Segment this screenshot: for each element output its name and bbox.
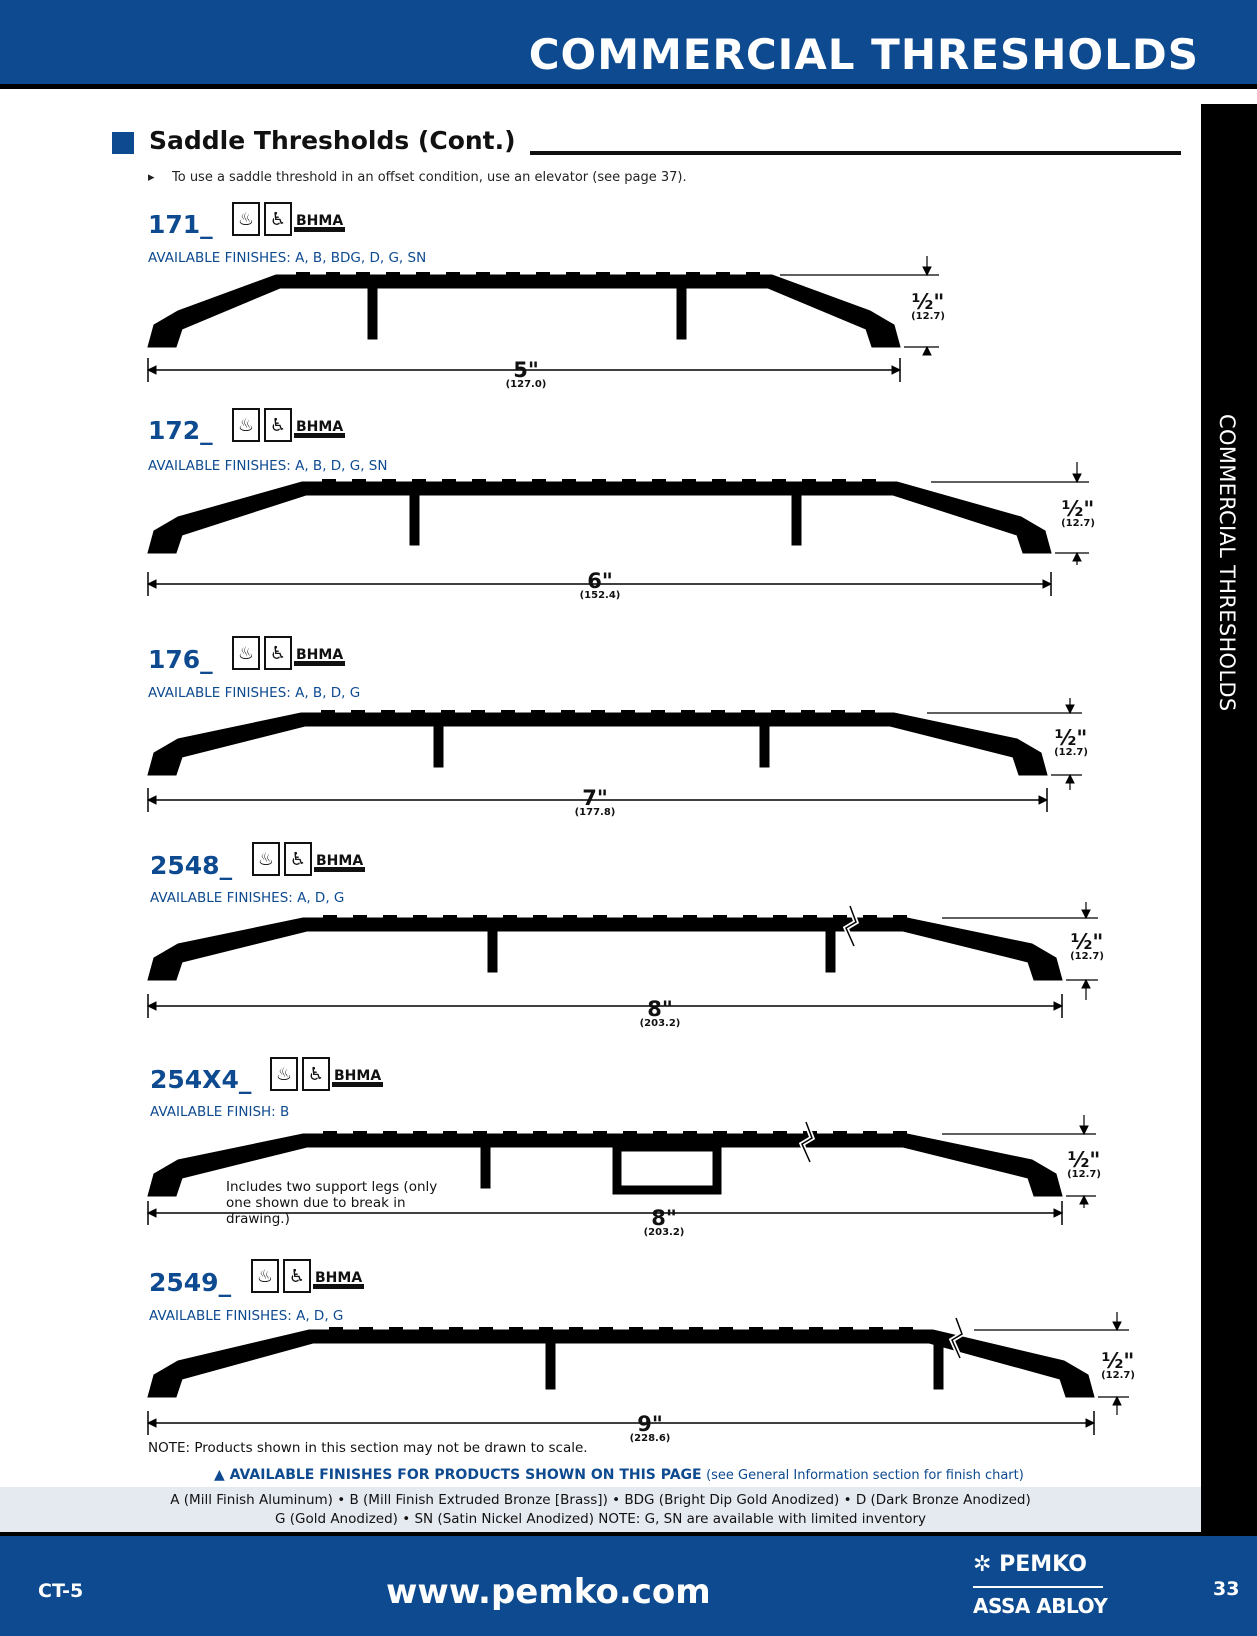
scale-note: NOTE: Products shown in this section may not be drawn to scale.	[148, 1440, 588, 1456]
fire-rating-icon: ♨	[270, 1057, 298, 1091]
product-code-172: 172_	[148, 416, 213, 445]
bhma-logo: BHMA	[313, 1271, 364, 1289]
serration	[476, 272, 490, 275]
serration	[749, 1327, 763, 1330]
finish-legend	[0, 1487, 1201, 1532]
dimension-arrow-right	[1054, 1209, 1062, 1217]
serration	[449, 1327, 463, 1330]
bullet-text: To use a saddle threshold in an offset condition, use an elevator (see page 37).	[172, 170, 687, 185]
serration	[566, 272, 580, 275]
dimension-arrow-right	[1043, 580, 1051, 588]
serration	[683, 1131, 697, 1134]
serration	[446, 272, 460, 275]
serration	[539, 1327, 553, 1330]
threshold-profile-3	[148, 918, 1062, 980]
threshold-profile-1	[148, 482, 1051, 553]
serration	[622, 479, 636, 482]
height-arrow-top	[1080, 1126, 1088, 1134]
serration	[321, 710, 335, 713]
support-leg	[760, 726, 769, 767]
serration	[656, 272, 670, 275]
serration	[383, 915, 397, 918]
product-finishes-2548: AVAILABLE FINISHES: A, D, G	[150, 890, 345, 906]
serration	[533, 1131, 547, 1134]
product-code-254x4: 254X4_	[150, 1065, 252, 1094]
serration	[773, 915, 787, 918]
serration	[869, 1327, 883, 1330]
serration	[862, 479, 876, 482]
serration	[381, 710, 395, 713]
serration	[801, 710, 815, 713]
triangle-icon: ▲	[214, 1467, 230, 1483]
dimension-arrow-left	[148, 1002, 156, 1010]
serration	[502, 479, 516, 482]
serration	[772, 479, 786, 482]
height-arrow-bottom	[1080, 1196, 1088, 1204]
serration	[323, 915, 337, 918]
serration	[352, 479, 366, 482]
serration	[651, 710, 665, 713]
product-finishes-171: AVAILABLE FINISHES: A, B, BDG, D, G, SN	[148, 250, 427, 266]
product-code-171: 171_	[148, 210, 213, 239]
bullet-icon: ▸	[148, 170, 155, 185]
serration	[719, 1327, 733, 1330]
width-dimension-2549: 9" (228.6)	[629, 1412, 671, 1444]
product-finishes-2549: AVAILABLE FINISHES: A, D, G	[149, 1308, 344, 1324]
serration	[503, 1131, 517, 1134]
support-leg	[434, 726, 443, 767]
serration	[863, 915, 877, 918]
height-dimension-2548: ½" (12.7)	[1070, 930, 1104, 962]
serration	[386, 272, 400, 275]
fire-rating-icon: ♨	[232, 408, 260, 442]
serration	[803, 915, 817, 918]
bhma-logo: BHMA	[332, 1069, 383, 1087]
product-code-2548: 2548_	[150, 851, 233, 880]
serration	[382, 479, 396, 482]
serration	[831, 710, 845, 713]
serration	[629, 1327, 643, 1330]
serration	[893, 915, 907, 918]
support-leg	[934, 1343, 943, 1389]
height-arrow-bottom	[1113, 1397, 1121, 1405]
serration	[473, 915, 487, 918]
serration	[473, 1131, 487, 1134]
serration	[621, 710, 635, 713]
threshold-profile-2	[148, 713, 1047, 775]
threshold-profile-0	[148, 275, 900, 347]
serration	[353, 915, 367, 918]
serration	[596, 272, 610, 275]
serration	[412, 479, 426, 482]
bhma-logo: BHMA	[314, 854, 365, 872]
serration	[419, 1327, 433, 1330]
serration	[531, 710, 545, 713]
dimension-arrow-left	[148, 1419, 156, 1427]
serration	[746, 272, 760, 275]
serration	[653, 1131, 667, 1134]
serration	[833, 1131, 847, 1134]
serration	[329, 1327, 343, 1330]
height-arrow-bottom	[1082, 980, 1090, 988]
section-code: CT-5	[38, 1580, 84, 1602]
bhma-logo: BHMA	[294, 214, 345, 232]
serration	[809, 1327, 823, 1330]
serration	[593, 1131, 607, 1134]
width-dimension-254x4: 8" (203.2)	[643, 1206, 685, 1238]
serration	[501, 710, 515, 713]
serration	[562, 479, 576, 482]
serration	[893, 1131, 907, 1134]
product-code-2549: 2549_	[149, 1268, 232, 1297]
serration	[509, 1327, 523, 1330]
product-finishes-172: AVAILABLE FINISHES: A, B, D, G, SN	[148, 458, 388, 474]
width-dimension-176: 7" (177.8)	[574, 786, 616, 818]
serration	[771, 710, 785, 713]
product-finishes-254x4: AVAILABLE FINISH: B	[150, 1104, 290, 1120]
serration	[323, 1131, 337, 1134]
serration	[839, 1327, 853, 1330]
logo-divider	[973, 1586, 1103, 1588]
serration	[413, 915, 427, 918]
serration	[659, 1327, 673, 1330]
available-finishes-heading	[214, 1467, 1024, 1483]
serration	[383, 1131, 397, 1134]
serration	[442, 479, 456, 482]
height-arrow-top	[923, 267, 931, 275]
page-header-title: COMMERCIAL THRESHOLDS	[528, 30, 1199, 79]
fire-rating-icon: ♨	[232, 636, 260, 670]
bhma-logo: BHMA	[294, 648, 345, 666]
serration	[441, 710, 455, 713]
serration	[599, 1327, 613, 1330]
serration	[712, 479, 726, 482]
height-arrow-bottom	[923, 347, 931, 355]
dimension-arrow-right	[892, 366, 900, 374]
serration	[653, 915, 667, 918]
serration	[689, 1327, 703, 1330]
wheelchair-accessible-icon: ♿	[264, 636, 292, 670]
page-number: 33	[1213, 1578, 1240, 1600]
wheelchair-accessible-icon: ♿	[264, 202, 292, 236]
serration	[389, 1327, 403, 1330]
height-dimension-254x4: ½" (12.7)	[1067, 1148, 1101, 1180]
height-dimension-171: ½" (12.7)	[911, 290, 945, 322]
serration	[296, 272, 310, 275]
serration	[443, 915, 457, 918]
available-finishes-title: AVAILABLE FINISHES FOR PRODUCTS SHOWN ON THIS PAGE	[229, 1467, 702, 1483]
wheelchair-accessible-icon: ♿	[284, 842, 312, 876]
fire-rating-icon: ♨	[252, 842, 280, 876]
serration	[743, 1131, 757, 1134]
serration	[802, 479, 816, 482]
height-dimension-2549: ½" (12.7)	[1101, 1349, 1135, 1381]
serration	[743, 915, 757, 918]
serration	[356, 272, 370, 275]
width-dimension-172: 6" (152.4)	[579, 569, 621, 601]
dimension-arrow-left	[148, 366, 156, 374]
serration	[773, 1131, 787, 1134]
footer-bar	[0, 1532, 1257, 1636]
support-leg	[481, 1147, 490, 1188]
finish-legend-line1: A (Mill Finish Aluminum) • B (Mill Finish Extruded Bronze [Brass]) • BDG (Bright Dip Gold Anodized) • D (Dark Bronze Anodized)	[170, 1492, 1031, 1508]
serration	[353, 1131, 367, 1134]
website-link[interactable]: www.pemko.com	[386, 1572, 711, 1612]
serration	[443, 1131, 457, 1134]
serration	[563, 915, 577, 918]
dimension-arrow-left	[148, 1209, 156, 1217]
serration	[593, 915, 607, 918]
serration	[652, 479, 666, 482]
serration	[741, 710, 755, 713]
serration	[322, 479, 336, 482]
pemko-star-icon: ✲	[973, 1552, 1000, 1577]
serration	[569, 1327, 583, 1330]
wheelchair-accessible-icon: ♿	[264, 408, 292, 442]
height-arrow-bottom	[1066, 775, 1074, 783]
dimension-arrow-left	[148, 580, 156, 588]
support-leg	[368, 288, 377, 339]
dimension-arrow-right	[1086, 1419, 1094, 1427]
serration	[681, 710, 695, 713]
serration	[479, 1327, 493, 1330]
serration	[623, 1131, 637, 1134]
serration	[711, 710, 725, 713]
serration	[626, 272, 640, 275]
height-arrow-top	[1113, 1322, 1121, 1330]
serration	[326, 272, 340, 275]
wheelchair-accessible-icon: ♿	[302, 1057, 330, 1091]
serration	[682, 479, 696, 482]
product-code-176: 176_	[148, 645, 213, 674]
support-leg	[826, 931, 835, 972]
serration	[413, 1131, 427, 1134]
support-leg	[488, 931, 497, 972]
serration	[592, 479, 606, 482]
serration	[532, 479, 546, 482]
height-dimension-176: ½" (12.7)	[1054, 726, 1088, 758]
fire-rating-icon: ♨	[251, 1259, 279, 1293]
height-arrow-bottom	[1073, 553, 1081, 561]
serration	[351, 710, 365, 713]
support-leg	[410, 495, 419, 545]
serration	[416, 272, 430, 275]
serration	[506, 272, 520, 275]
serration	[561, 710, 575, 713]
pemko-logo: ✲ PEMKO	[973, 1552, 1087, 1577]
height-arrow-top	[1073, 474, 1081, 482]
support-leg	[792, 495, 801, 545]
serration	[359, 1327, 373, 1330]
bhma-logo: BHMA	[294, 420, 345, 438]
channel-box	[617, 1147, 717, 1190]
serration	[623, 915, 637, 918]
serration	[471, 710, 485, 713]
finish-legend-line2: G (Gold Anodized) • SN (Satin Nickel Anodized) NOTE: G, SN are available with limited inventory	[274, 1511, 927, 1527]
dimension-arrow-left	[148, 796, 156, 804]
height-dimension-172: ½" (12.7)	[1061, 497, 1095, 529]
product-finishes-176: AVAILABLE FINISHES: A, B, D, G	[148, 685, 361, 701]
serration	[533, 915, 547, 918]
height-arrow-top	[1082, 910, 1090, 918]
wheelchair-accessible-icon: ♿	[283, 1259, 311, 1293]
serration	[863, 1131, 877, 1134]
serration	[742, 479, 756, 482]
serration	[716, 272, 730, 275]
fire-rating-icon: ♨	[232, 202, 260, 236]
serration	[833, 915, 847, 918]
serration	[563, 1131, 577, 1134]
support-leg	[546, 1343, 555, 1389]
height-arrow-top	[1066, 705, 1074, 713]
serration	[536, 272, 550, 275]
dimension-arrow-right	[1054, 1002, 1062, 1010]
serration	[899, 1327, 913, 1330]
support-legs-note: Includes two support legs (only one shown due to break in drawing.)	[226, 1179, 438, 1227]
width-dimension-171: 5" (127.0)	[505, 358, 547, 390]
serration	[472, 479, 486, 482]
serration	[683, 915, 697, 918]
serration	[713, 1131, 727, 1134]
width-dimension-2548: 8" (203.2)	[639, 997, 681, 1029]
serration	[861, 710, 875, 713]
serration	[779, 1327, 793, 1330]
serration	[686, 272, 700, 275]
assa-abloy-logo: ASSA ABLOY	[973, 1594, 1108, 1618]
serration	[713, 915, 727, 918]
dimension-arrow-right	[1039, 796, 1047, 804]
side-tab-label: COMMERCIAL THRESHOLDS	[1215, 414, 1239, 712]
available-finishes-ref: (see General Information section for finish chart)	[706, 1468, 1024, 1483]
serration	[503, 915, 517, 918]
support-leg	[677, 288, 686, 339]
section-title: Saddle Thresholds (Cont.)	[149, 126, 516, 155]
serration	[591, 710, 605, 713]
serration	[411, 710, 425, 713]
serration	[832, 479, 846, 482]
